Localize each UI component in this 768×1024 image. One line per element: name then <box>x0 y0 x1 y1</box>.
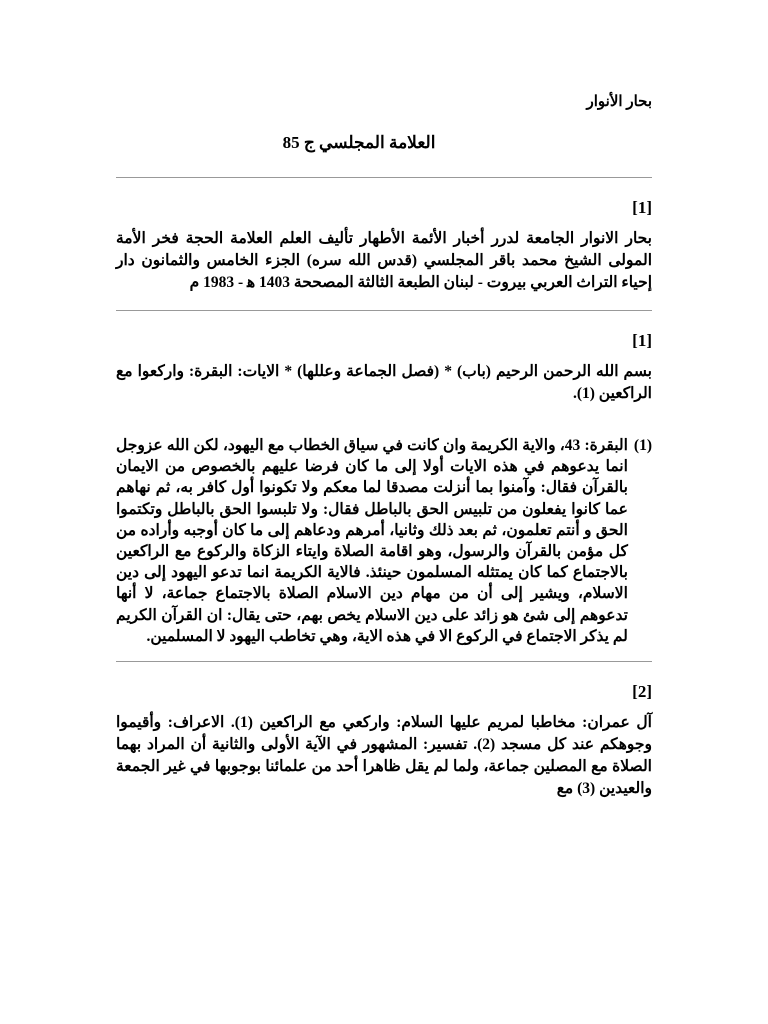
body-paragraph: آل عمران: مخاطبا لمريم عليها السلام: واركعي مع الراكعين (1). الاعراف: وأقيموا وجوهكم عند كل مسجد (2). تفسير: المشهور في الآية الأولى والثانية أن المراد بهما الصلاة مع المصلين جماعة، ولما لم يقل ظاهرا أحد من علمائنا بوجوبها في غير الجمعة والعيدين (3) مع <box>116 714 652 798</box>
footnote <box>116 435 652 647</box>
section-marker: [1] <box>632 198 652 217</box>
document-page <box>116 92 652 800</box>
book-title: بحار الأنوار <box>586 94 652 110</box>
section-3 <box>116 682 652 800</box>
author-volume-title: العلامة المجلسي ج 85 <box>282 133 436 152</box>
chapter-intro-paragraph: بسم الله الرحمن الرحيم (باب) * (فصل الجماعة وعللها) * الايات: البقرة: واركعوا مع الراكعين (1). <box>116 363 652 402</box>
section-1 <box>116 198 652 294</box>
section-marker: [2] <box>632 682 652 702</box>
section-divider <box>116 310 652 311</box>
section-marker: [1] <box>632 331 652 350</box>
section-divider <box>116 177 652 178</box>
section-divider <box>116 661 652 662</box>
section-2 <box>116 331 652 647</box>
publication-info-paragraph: بحار الانوار الجامعة لدرر أخبار الأئمة الأطهار تأليف العلم العلامة الحجة فخر الأمة المولى الشيخ محمد باقر المجلسي (قدس الله سره) الجزء الخامس والثمانون دار إحياء التراث العربي بيروت - لبنان الطبعة الثالثة المصححة 1403 ه‍ - 1983 م <box>116 230 652 291</box>
footnote-text: البقرة: 43، والاية الكريمة وان كانت في سياق الخطاب مع اليهود، لكن الله عزوجل انما يدعوهم في هذه الايات أولا إلى ما كان فرضا عليهم بالخصوص من الايمان بالقرآن فقال: وآمنوا بما أنزلت مصدقا لما معكم ولا تكونوا أول كافر به، ثم نهاهم عما كانوا يفعلون من تلبيس الحق بالباطل فقال: ولا تلبسوا الحق بالباطل وتكتموا الحق و أنتم تعلمون، ثم بعد ذلك وثانيا، أمرهم ودعاهم إلى ما كان أوجبه وأراده من كل مؤمن بالقرآن والرسول، وهو اقامة الصلاة وايتاء الزكاة والركوع مع الراكعين بالاجتماع كما كان يمتثله المسلمون حينئذ. فالاية الكريمة انما تدعو اليهود إلى دين الاسلام، ويشير إلى أن من مهام دين الاسلام الصلاة بالاجتماع جماعة، لا أنها تدعوهم إلى شئ هو زائد على دين الاسلام يخص بهم، حتى يقال: ان القرآن الكريم لم يذكر الاجتماع في الركوع الا في هذه الاية، وهي تخاطب اليهود لا المسلمين. <box>116 437 628 645</box>
footnote-number: (1) <box>633 437 652 454</box>
